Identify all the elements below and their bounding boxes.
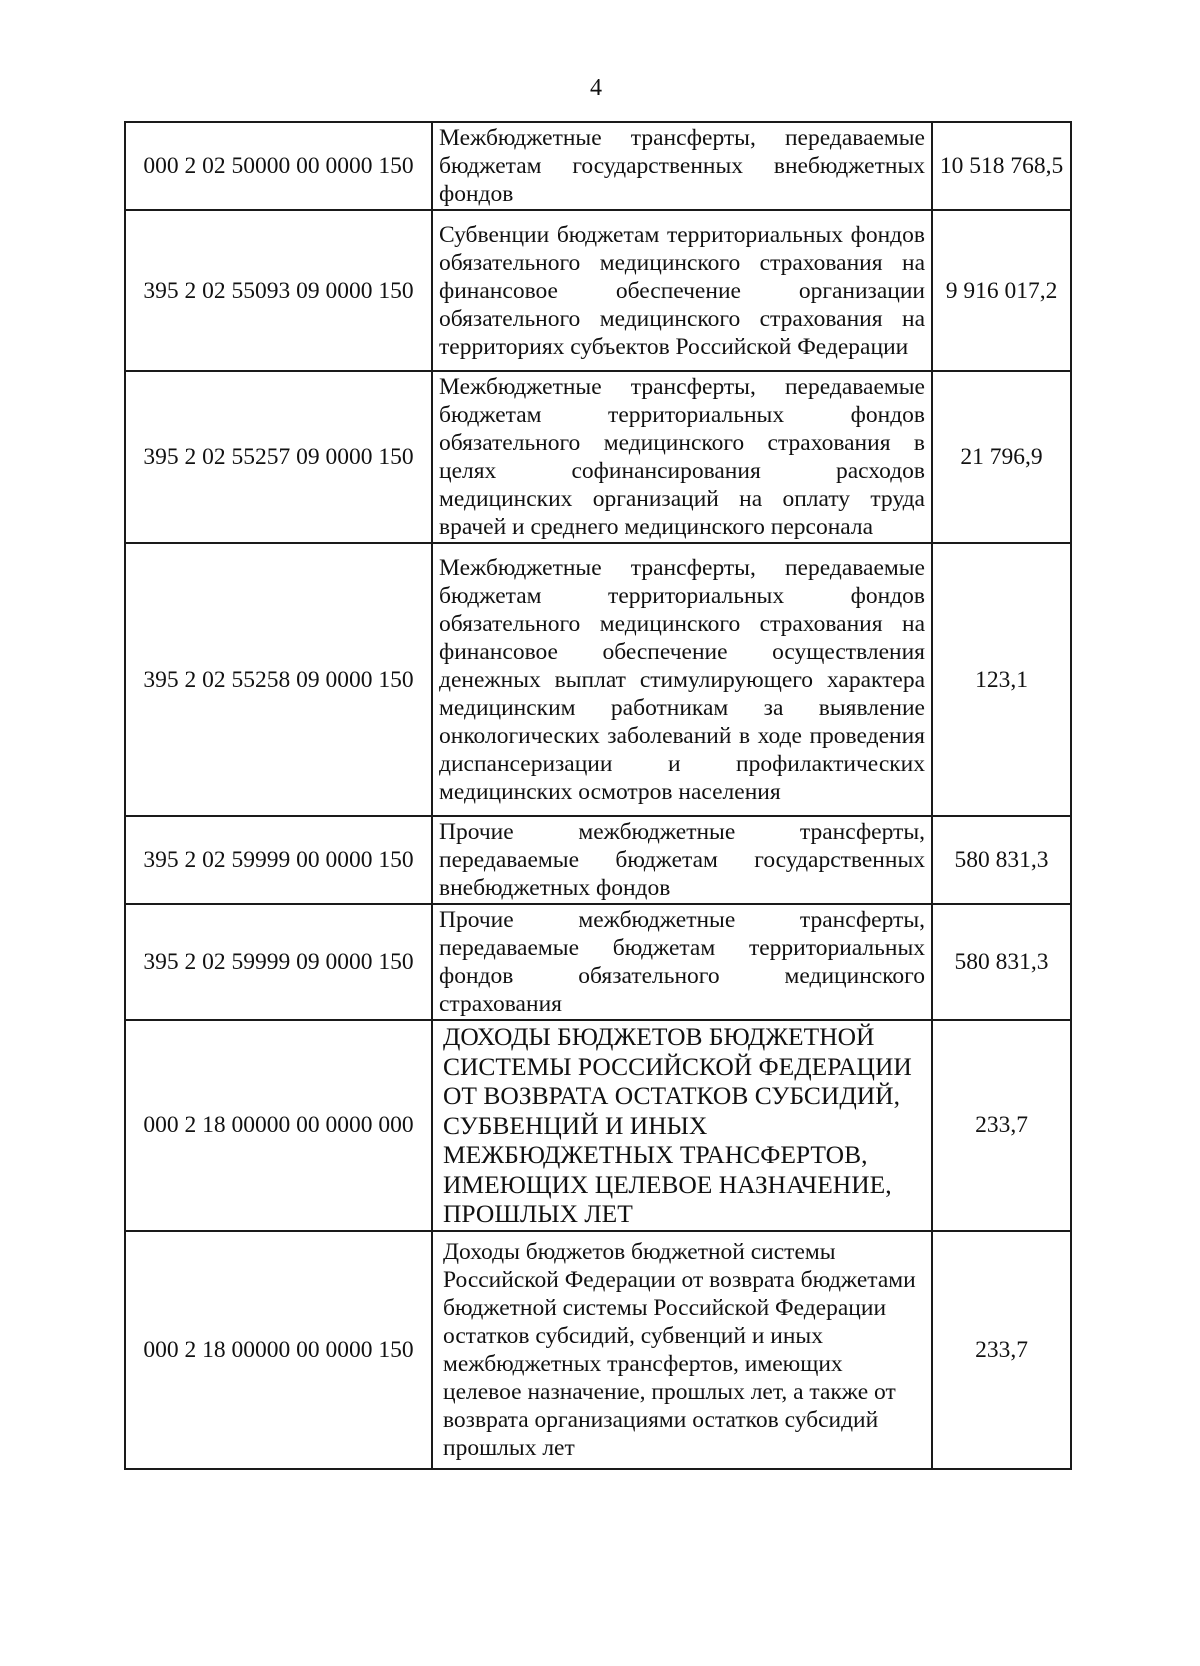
amount-cell: 233,7 (932, 1231, 1071, 1469)
table-row (125, 210, 1071, 371)
amount-cell: 233,7 (932, 1020, 1071, 1231)
revenue-name-cell: Прочие межбюджетные трансферты, передаваемые бюджетам территориальных фондов обязательного медицинского страхования (432, 904, 932, 1020)
budget-code-cell: 395 2 02 59999 00 0000 150 (125, 816, 432, 904)
budget-code-cell: 000 2 18 00000 00 0000 150 (125, 1231, 432, 1469)
budget-code-cell: 000 2 18 00000 00 0000 000 (125, 1020, 432, 1231)
budget-revenue-table (124, 121, 1072, 1470)
budget-code-cell: 395 2 02 55093 09 0000 150 (125, 210, 432, 371)
table-row (125, 904, 1071, 1020)
budget-code-cell: 395 2 02 55258 09 0000 150 (125, 543, 432, 816)
budget-code-cell: 395 2 02 55257 09 0000 150 (125, 371, 432, 543)
amount-cell: 21 796,9 (932, 371, 1071, 543)
revenue-name-cell: Межбюджетные трансферты, передаваемые бюджетам государственных внебюджетных фондов (432, 122, 932, 210)
page-number: 4 (590, 75, 602, 101)
amount-cell: 123,1 (932, 543, 1071, 816)
amount-cell: 580 831,3 (932, 816, 1071, 904)
revenue-name-cell: ДОХОДЫ БЮДЖЕТОВ БЮДЖЕТНОЙ СИСТЕМЫ РОССИЙСКОЙ ФЕДЕРАЦИИ ОТ ВОЗВРАТА ОСТАТКОВ СУБСИДИЙ, СУБВЕНЦИЙ И ИНЫХ МЕЖБЮДЖЕТНЫХ ТРАНСФЕРТОВ, ИМЕЮЩИХ ЦЕЛЕВОЕ НАЗНАЧЕНИЕ, ПРОШЛЫХ ЛЕТ (432, 1020, 932, 1231)
table-row (125, 1231, 1071, 1469)
amount-cell: 9 916 017,2 (932, 210, 1071, 371)
revenue-name-cell: Прочие межбюджетные трансферты, передаваемые бюджетам государственных внебюджетных фондов (432, 816, 932, 904)
revenue-name-cell: Межбюджетные трансферты, передаваемые бюджетам территориальных фондов обязательного медицинского страхования на финансовое обеспечение осуществления денежных выплат стимулирующего характера медицинским работникам за выявление онкологических заболеваний в ходе проведения диспансеризации и профилактических медицинских осмотров населения (432, 543, 932, 816)
revenue-name-cell: Доходы бюджетов бюджетной системы Российской Федерации от возврата бюджетами бюджетной системы Российской Федерации остатков субсидий, субвенций и иных межбюджетных трансфертов, имеющих целевое назначение, прошлых лет, а также от возврата организациями остатков субсидий прошлых лет (432, 1231, 932, 1469)
table-row (125, 816, 1071, 904)
table-row (125, 122, 1071, 210)
table-row (125, 1020, 1071, 1231)
table-row (125, 543, 1071, 816)
amount-cell: 580 831,3 (932, 904, 1071, 1020)
table-row (125, 371, 1071, 543)
revenue-name-cell: Межбюджетные трансферты, передаваемые бюджетам территориальных фондов обязательного медицинского страхования в целях софинансирования расходов медицинских организаций на оплату труда врачей и среднего медицинского персонала (432, 371, 932, 543)
budget-code-cell: 000 2 02 50000 00 0000 150 (125, 122, 432, 210)
revenue-name-cell: Субвенции бюджетам территориальных фондов обязательного медицинского страхования на финансовое обеспечение организации обязательного медицинского страхования на территориях субъектов Российской Федерации (432, 210, 932, 371)
budget-code-cell: 395 2 02 59999 09 0000 150 (125, 904, 432, 1020)
amount-cell: 10 518 768,5 (932, 122, 1071, 210)
